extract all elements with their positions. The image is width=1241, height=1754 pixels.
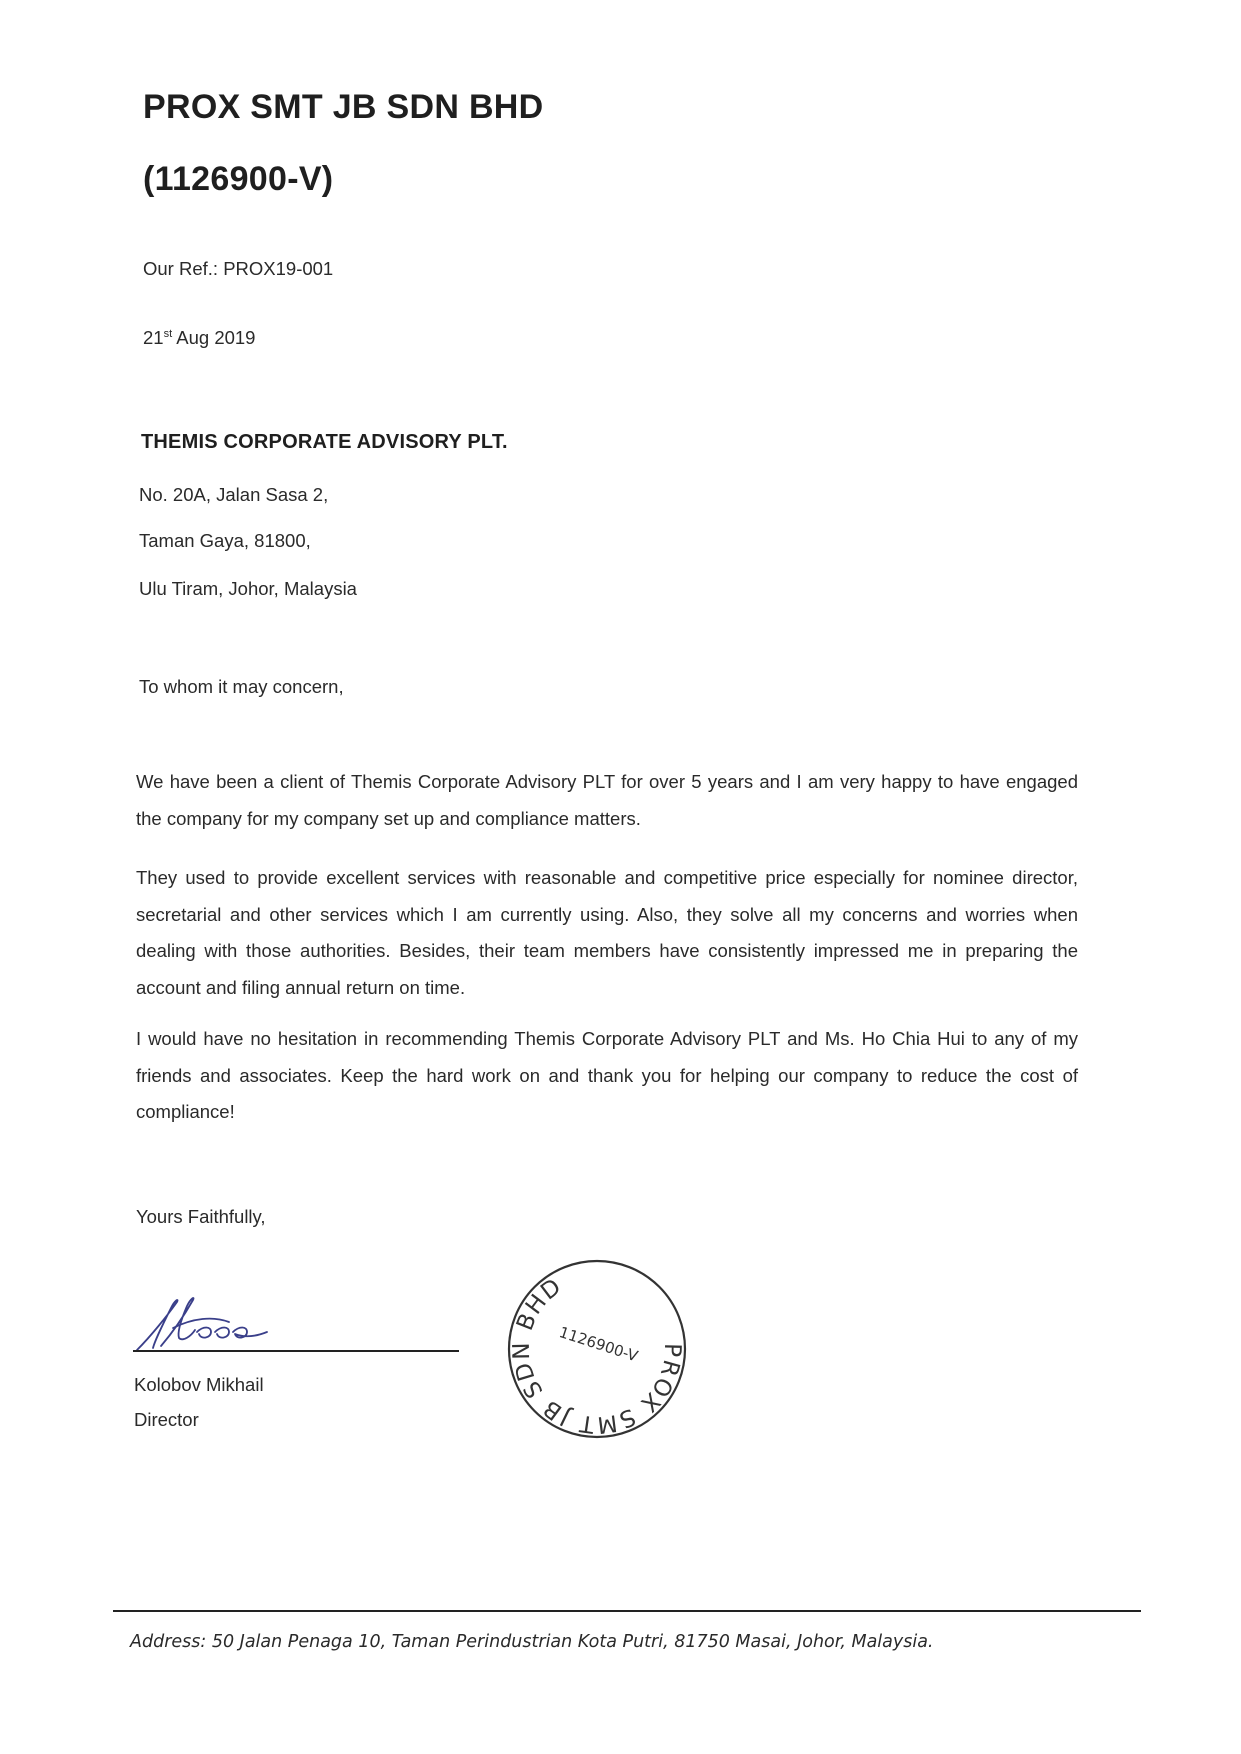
date-day-suffix: st: [163, 327, 173, 340]
company-stamp: [505, 1257, 689, 1441]
recipient-name: THEMIS CORPORATE ADVISORY PLT.: [141, 431, 508, 453]
signer-name: Kolobov Mikhail: [134, 1374, 264, 1395]
date-day: 21: [143, 327, 164, 348]
svg-text:1126900-V: 1126900-V: [556, 1323, 641, 1366]
body-paragraph: They used to provide excellent services with reasonable and competitive price especially for nominee director, secretarial and other services which I am currently using. Also, they solve all my concerns and worries when dealing with those authorities. Besides, their team members have consistently impressed me in preparing the account and filing annual return on time.: [136, 867, 1078, 998]
body-paragraph: We have been a client of Themis Corporate Advisory PLT for over 5 years and I am very happy to have engaged the company for my company set up and compliance matters.: [136, 771, 1078, 829]
company-registration-number: (1126900-V): [143, 160, 334, 198]
handwritten-signature: [133, 1288, 333, 1358]
recipient-address-line: Ulu Tiram, Johor, Malaysia: [139, 578, 357, 599]
recipient-address-line: No. 20A, Jalan Sasa 2,: [139, 484, 329, 505]
reference-number: Our Ref.: PROX19-001: [143, 258, 334, 279]
company-name: PROX SMT JB SDN BHD: [143, 88, 544, 126]
letter-date: [143, 327, 255, 349]
footer-address: Address: 50 Jalan Penaga 10, Taman Perindustrian Kota Putri, 81750 Masai, Johor, Malaysia.: [130, 1632, 934, 1652]
signature-line: [133, 1350, 459, 1352]
closing: Yours Faithfully,: [136, 1206, 266, 1227]
body-paragraph: I would have no hesitation in recommending Themis Corporate Advisory PLT and Ms. Ho Chia Hui to any of my friends and associates. Keep the hard work on and thank you for helping our company to reduce the cost of compliance!: [136, 1028, 1078, 1122]
recipient-address-line: Taman Gaya, 81800,: [139, 530, 311, 551]
salutation: To whom it may concern,: [139, 676, 344, 697]
footer-divider: [113, 1610, 1141, 1612]
svg-text:PROX SMT JB SDN BHD: PROX SMT JB SDN BHD: [508, 1273, 686, 1438]
date-rest: Aug 2019: [172, 327, 256, 348]
signer-title: Director: [134, 1409, 199, 1430]
